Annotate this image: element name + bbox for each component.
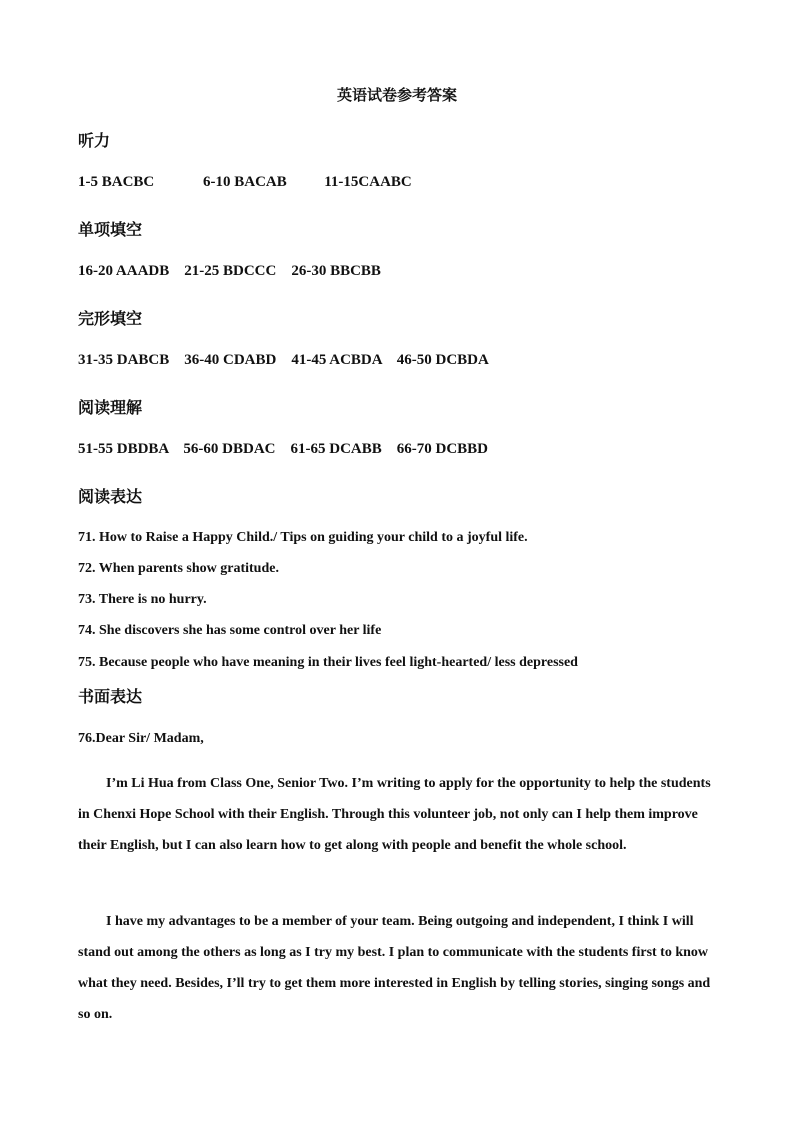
- reading-expression-item-75: 75. Because people who have meaning in their lives feel light-hearted/ less depressed: [78, 655, 578, 670]
- section-heading-listening: 听力: [78, 131, 111, 150]
- reading-expression-item-71: 71. How to Raise a Happy Child./ Tips on guiding your child to a joyful life.: [78, 530, 528, 545]
- listening-answers: 1-5 BACBC 6-10 BACAB 11-15CAABC: [78, 174, 412, 190]
- single-choice-answers: 16-20 AAADB 21-25 BDCCC 26-30 BBCBB: [78, 263, 381, 279]
- letter-paragraph-2: I have my advantages to be a member of your team. Being outgoing and independent, I think I will stand out among the others as long as I try my best. I plan to communicate with the students first to know what they need. Besides, I’ll try to get them more interested in English by telling stories, singing songs and so on.: [78, 914, 711, 1022]
- letter-paragraph-1: I’m Li Hua from Class One, Senior Two. I’m writing to apply for the opportunity to help the students in Chenxi Hope School with their English. Through this volunteer job, not only can I help them improve their English, but I can also learn how to get along with people and benefit the whole school.: [78, 776, 711, 853]
- section-heading-single-choice: 单项填空: [78, 220, 143, 239]
- cloze-answers: 31-35 DABCB 36-40 CDABD 41-45 ACBDA 46-50 DCBDA: [78, 352, 489, 368]
- reading-expression-item-74: 74. She discovers she has some control over her life: [78, 623, 382, 638]
- section-heading-reading-expression: 阅读表达: [78, 487, 143, 506]
- section-heading-writing: 书面表达: [78, 687, 143, 706]
- reading-answers: 51-55 DBDBA 56-60 DBDAC 61-65 DCABB 66-70 DCBBD: [78, 441, 489, 457]
- reading-expression-item-73: 73. There is no hurry.: [78, 592, 207, 607]
- reading-expression-item-72: 72. When parents show gratitude.: [78, 561, 279, 576]
- section-heading-cloze: 完形填空: [78, 309, 143, 328]
- letter-salutation: 76.Dear Sir/ Madam,: [78, 731, 204, 746]
- page-title: 英语试卷参考答案: [336, 86, 457, 104]
- section-heading-reading: 阅读理解: [78, 398, 143, 417]
